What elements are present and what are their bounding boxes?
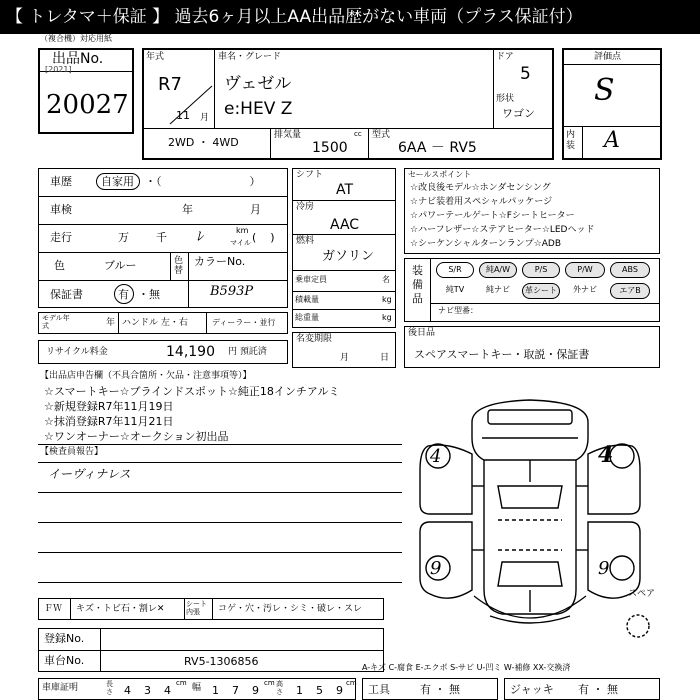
interior-value: A (604, 128, 620, 153)
inspection-month-unit: 月 (250, 203, 261, 216)
title-banner: 【 トレタマ＋保証 】 過去6ヶ月以上AA出品歴がない車両（プラス保証付） (0, 0, 700, 34)
equip-alloy-wheels: 純A/W (479, 262, 517, 278)
displacement-label: 排気量 (274, 130, 302, 140)
width-unit: cm (264, 679, 275, 687)
warranty-yes: 有 (118, 288, 129, 301)
reg-label: 登録No. (44, 632, 85, 645)
equip-power-windows: P/W (565, 262, 605, 278)
sales-points-label: セールスポイント (408, 170, 472, 179)
inspector-handwriting: イーヴィナレス (48, 467, 131, 481)
mark-front-right: 4 (598, 442, 614, 468)
equip-abs: ABS (610, 262, 650, 278)
mileage-mile: マイル (230, 239, 251, 247)
height-digit: 1 (296, 684, 303, 697)
height-unit: cm (346, 679, 357, 687)
grade: e:HEV Z (224, 99, 293, 119)
warranty-no: ・無 (138, 288, 160, 301)
length-digit: 4 (164, 684, 171, 697)
seat-label: シート内張 (186, 600, 207, 616)
width-label: 幅 (192, 683, 202, 693)
mileage-paren: ( ) (252, 231, 275, 244)
height-digit: 5 (316, 684, 323, 697)
mileage-note: ﾚ (196, 229, 203, 245)
displacement-unit: cc (354, 130, 362, 138)
dealer-label: ディーラー・並行 (212, 318, 276, 327)
lot-number: 20027 (46, 90, 129, 120)
mileage-man: 万 (118, 231, 129, 244)
name-change-month: 月 (340, 353, 350, 363)
model-label: 型式 (372, 130, 391, 140)
lot-label: 出品No. (52, 51, 104, 67)
load-label: 積載量 (295, 295, 319, 304)
interior-label: 内装 (566, 130, 576, 151)
equip-power-steering: P/S (522, 262, 560, 278)
width-digit: 7 (232, 684, 239, 697)
chassis-value: RV5-1306856 (184, 655, 259, 668)
door-value: 5 (520, 64, 531, 84)
length-unit: cm (176, 679, 187, 687)
inspection-label: 車検 (50, 203, 72, 216)
mileage-sen: 千 (156, 231, 167, 244)
equip-ext-navi: 外ナビ (565, 283, 605, 299)
chassis-label: 車台No. (44, 654, 85, 667)
equip-sunroof: S/R (436, 262, 474, 278)
tools-value: 有 ・ 無 (420, 683, 460, 696)
notes-line: ☆スマートキー☆ブラインドスポット☆純正18インチアルミ (44, 385, 340, 398)
inspection-year-unit: 年 (182, 203, 193, 216)
score-value: S (594, 73, 615, 108)
score-label: 評価点 (594, 52, 622, 62)
shift-label: シフト (296, 170, 324, 180)
equip-tv: 純TV (436, 283, 474, 299)
equip-leather-seat: 革シート (522, 283, 560, 299)
accessories-label: 後日品 (408, 328, 436, 338)
jack-label: ジャッキ (510, 683, 554, 696)
recycle-unit: 円 預託済 (228, 347, 267, 357)
height-label: 高さ (276, 680, 283, 696)
month-value: 11 (176, 109, 190, 122)
ac-label: 冷房 (296, 202, 315, 212)
body-label: 形状 (496, 94, 515, 104)
seat-value: コゲ・穴・汚レ・シミ・破レ・スレ (218, 604, 363, 614)
history-private: 自家用 (101, 175, 134, 188)
length-label: 長さ (106, 680, 113, 696)
dimensions-label: 車庫証明 (42, 683, 79, 693)
load-unit: kg (382, 295, 392, 304)
color-no-value: B593P (210, 284, 254, 299)
name-change-label: 名変期限 (296, 334, 333, 344)
recycle-value: 14,190 (166, 344, 215, 360)
notes-line: ☆抹消登録R7年11月21日 (44, 415, 174, 428)
name-label: 車名・グレード (218, 52, 282, 62)
car-diagram-icon (410, 390, 660, 640)
weight-unit: kg (382, 313, 392, 322)
car-name: ヴェゼル (224, 74, 292, 94)
fw-label: ＦＷ (44, 604, 63, 614)
model-value: 6AA － RV5 (398, 140, 477, 156)
mileage-km: km (236, 226, 249, 235)
sales-point-line: ☆パワーテールゲート☆Fシートヒーター (410, 211, 575, 221)
damage-codes: A-キズ C-腐食 E-エクボ S-サビ U-凹ミ W-補修 XX-交換済 (362, 663, 571, 672)
fw-value: キズ・トビ石・割レ✕ (76, 604, 165, 614)
accessories-value: スペアスマートキー・取説・保証書 (414, 348, 590, 361)
model-year-unit: 年 (106, 318, 116, 328)
accessories-box (404, 326, 660, 368)
body-value: ワゴン (502, 107, 535, 120)
ac-value: AAC (330, 217, 360, 233)
color-no-label: カラーNo. (194, 255, 246, 268)
mark-rear-left: 9 (430, 558, 442, 579)
drive-type: 2WD ・ 4WD (168, 136, 239, 149)
mark-front-left: 4 (430, 446, 442, 467)
equipment-label: 装備品 (412, 264, 423, 305)
equip-navi: 純ナビ (479, 283, 517, 299)
notes-line: ☆ワンオーナー☆オークション初出品 (44, 430, 229, 443)
capacity-label: 乗車定員 (295, 275, 327, 284)
equip-airbag: エアB (610, 283, 650, 299)
inspector-label: 【検査員報告】 (40, 447, 104, 457)
fuel-label: 燃料 (296, 236, 315, 246)
sales-point-line: ☆ナビ装着用スペシャルパッケージ (410, 197, 553, 207)
mileage-label: 走行 (50, 231, 72, 244)
width-digit: 1 (212, 684, 219, 697)
model-year-label: モデル年式 (42, 314, 70, 330)
year-value: R7 (158, 74, 182, 95)
spare-label: スペア (628, 589, 656, 599)
sales-point-line: ☆ハーフレザー☆ステアヒーター☆LEDヘッド (410, 225, 595, 235)
weight-label: 総重量 (295, 313, 319, 322)
color-value: ブルー (104, 259, 137, 272)
tools-label: 工具 (368, 683, 390, 696)
length-digit: 4 (124, 684, 131, 697)
year-label: 年式 (146, 52, 165, 62)
history-rest: ・（ ） (145, 175, 261, 188)
jack-value: 有 ・ 無 (578, 683, 618, 696)
warranty-label: 保証書 (50, 288, 83, 301)
recycle-label: リサイクル料金 (46, 347, 108, 357)
door-label: ドア (496, 52, 514, 62)
height-digit: 9 (336, 684, 343, 697)
length-digit: 3 (144, 684, 151, 697)
name-change-day: 日 (380, 353, 390, 363)
color-change-label: 色替 (174, 256, 184, 276)
color-label: 色 (54, 259, 65, 272)
stamp-year: [2021] (45, 65, 72, 74)
history-label: 車歴 (50, 175, 72, 188)
support-label: （複合機）対応用紙 (40, 34, 112, 43)
fuel-value: ガソリン (322, 249, 375, 264)
displacement-value: 1500 (312, 140, 348, 156)
notes-label: 【出品店申告欄（不具合箇所・欠品・注意事項等）】 (40, 371, 252, 381)
capacity-unit: 名 (382, 275, 390, 284)
navi-model-label: ナビ型番： (438, 306, 478, 315)
shift-value: AT (336, 182, 354, 198)
notes-line: ☆新規登録R7年11月19日 (44, 400, 174, 413)
width-digit: 9 (252, 684, 259, 697)
sales-point-line: ☆改良後モデル☆ホンダセンシング (410, 183, 551, 193)
month-unit: 月 (200, 113, 210, 123)
sales-point-line: ☆シーケンシャルターンランプ☆ADB (410, 239, 562, 249)
mark-rear-right: 9 (598, 558, 610, 579)
handle-label: ハンドル 左・右 (122, 318, 188, 328)
